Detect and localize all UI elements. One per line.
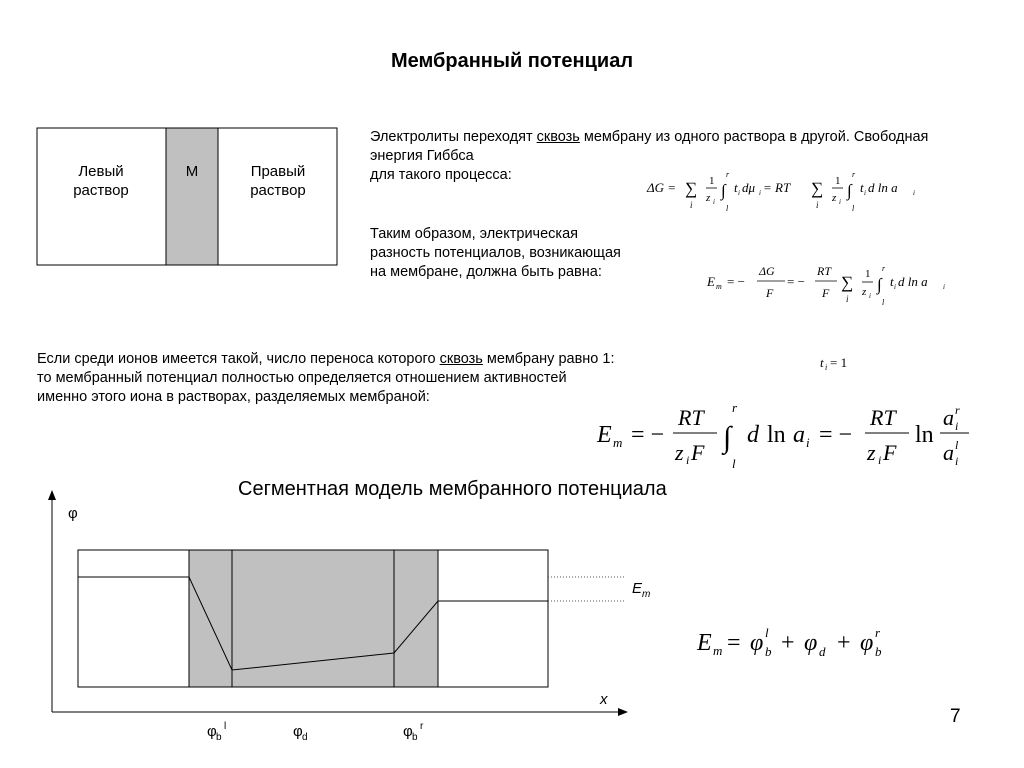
eq-gibbs-int1-lower: l: [726, 204, 729, 213]
eq-em-eq1: = −: [727, 274, 745, 289]
eq-nernst-al: a: [943, 440, 954, 465]
eq-gibbs-frac2-den-sub: i: [839, 198, 841, 206]
eq-nernst-ziF1-sub: i: [686, 453, 690, 467]
eq-em-term-tail: d ln a: [898, 274, 928, 289]
eq-em-sum: ∑: [841, 273, 854, 292]
eq-em-a-sub: i: [943, 283, 945, 291]
intro-line-2: энергия Гиббса: [370, 148, 474, 164]
segment-model-heading: Сегментная модель мембранного потенциала: [238, 478, 667, 500]
eq-nernst-RT2: RT: [870, 405, 896, 430]
eq-nernst-ar: a: [943, 405, 954, 430]
page-title: Мембранный потенциал: [390, 50, 634, 72]
x-axis-label: x: [600, 691, 608, 708]
eq-nernst-eq2: = −: [819, 422, 853, 448]
intro-line-3: для такого процесса:: [370, 167, 512, 183]
condition-text: Если среди ионов имеется такой, число переноса которого: [37, 351, 440, 367]
eq-sum-phi3-sub: b: [875, 644, 882, 659]
condition-line-1: [37, 350, 737, 369]
eq-gibbs-frac2-den: z: [832, 192, 837, 204]
eq-em-frac-den: z: [862, 286, 867, 298]
eq-gibbs-int1-upper: r: [726, 170, 730, 179]
eq-nernst-ln1: ln: [767, 422, 786, 448]
eq-em-sum-idx: i: [846, 294, 849, 304]
eq-ti: t: [820, 355, 824, 370]
phi-d-label: φ: [293, 723, 303, 740]
eq-nernst-ziF2-sub: i: [878, 453, 882, 467]
eq-gibbs-frac2-num: 1: [835, 175, 841, 187]
eq-gibbs-eq: = RT: [763, 180, 791, 195]
eq-em-lhs: E: [707, 274, 715, 289]
condition-underlined: сквозь: [439, 351, 483, 367]
membrane-middle-segment: [166, 128, 218, 265]
eq-gibbs-term1-sub: i: [738, 189, 740, 197]
eq-nernst-a-sub: i: [806, 435, 810, 450]
eq-nernst-RT1: RT: [678, 405, 704, 430]
consequence-line-2: разность потенциалов, возникающая: [370, 245, 621, 261]
eq-gibbs-term2-tail: d ln a: [868, 180, 898, 195]
eq-nernst-a: a: [793, 422, 805, 448]
segment-model-diagram: [0, 480, 700, 760]
intro-text: Электролиты переходят: [370, 129, 537, 145]
eq-nernst-ziF1: z: [675, 440, 684, 465]
eq-nernst-al-sup: l: [955, 438, 959, 452]
intro-text-tail: мембрану из одного раствора в другой. Свободная: [579, 129, 929, 145]
eq-gibbs-frac1-num: 1: [709, 175, 715, 187]
eq-em-frac-den-sub: i: [869, 292, 871, 300]
condition-paragraph: [37, 350, 737, 407]
phi-b-left-label: φ: [207, 723, 217, 740]
eq-em-eq2: = −: [787, 274, 805, 289]
eq-gibbs-term1-tail: dμ: [742, 180, 756, 195]
gibbs-equation: [645, 166, 925, 216]
eq-nernst-F1: F: [691, 440, 705, 465]
eq-sum-plus1: +: [781, 630, 795, 656]
eq-nernst-ar-sup: r: [955, 403, 960, 417]
eq-gibbs-sum1: ∑: [685, 179, 698, 198]
eq-sum-phi2-sub: d: [819, 644, 826, 659]
eq-sum-phi2: φ: [804, 630, 818, 656]
em-label-sub: m: [642, 589, 651, 600]
phi-b-right-sup: r: [420, 721, 424, 732]
eq-em-int-lower: l: [882, 298, 885, 307]
segment-sum-equation: [695, 620, 925, 666]
eq-gibbs-mu-sub: i: [759, 189, 761, 197]
eq-sum-lhs-sub: m: [713, 643, 723, 658]
eq-gibbs-sum2-idx: i: [816, 200, 819, 210]
eq-em-lhs-sub: m: [716, 282, 722, 291]
page-number: 7: [950, 706, 961, 727]
eq-ti-rhs: = 1: [830, 355, 848, 370]
phi-b-right-label: φ: [403, 723, 413, 740]
phi-b-left-sub: b: [216, 732, 222, 743]
eq-sum-phi1: φ: [750, 630, 764, 656]
eq-em-integral: ∫: [877, 275, 882, 294]
eq-nernst-F2: F: [883, 440, 897, 465]
eq-em-dG: ΔG: [759, 264, 775, 278]
eq-nernst-ar-sub: i: [955, 419, 959, 433]
eq-sum-phi1-sub: b: [765, 644, 772, 659]
phi-b-left-sup: l: [224, 721, 227, 732]
eq-nernst-eq1: = −: [631, 422, 665, 448]
eq-ti-sub: i: [825, 363, 828, 372]
em-nernst-equation: [595, 400, 985, 472]
eq-nernst-int-upper: r: [732, 400, 738, 415]
eq-gibbs-a-sub: i: [913, 189, 915, 197]
intro-underlined: сквозь: [536, 129, 580, 145]
eq-gibbs-sum2: ∑: [811, 179, 824, 198]
eq-nernst-d: d: [747, 422, 759, 448]
eq-em-term-sub: i: [894, 283, 896, 291]
eq-sum-lhs: E: [697, 630, 712, 656]
eq-gibbs-frac1-den-sub: i: [713, 198, 715, 206]
eq-gibbs-integral2: ∫: [847, 181, 852, 200]
eq-gibbs-term2-sub: i: [864, 189, 866, 197]
consequence-line-1: Таким образом, электрическая: [370, 226, 578, 242]
x-axis-arrow: [618, 708, 628, 716]
right-solution-label: Правый раствор: [250, 163, 306, 199]
consequence-line-3: на мембране, должна быть равна:: [370, 264, 602, 280]
eq-em-int-upper: r: [882, 264, 886, 273]
eq-em-term: t: [890, 274, 894, 289]
em-general-equation: [705, 258, 955, 310]
intro-line-1: [370, 128, 1020, 147]
eq-nernst-lhs-sub: m: [613, 435, 623, 450]
eq-sum-eq: =: [727, 630, 741, 656]
eq-gibbs-int2-lower: l: [852, 204, 855, 213]
eq-nernst-ln2: ln: [915, 422, 934, 448]
ti-equation: [818, 352, 888, 374]
eq-nernst-ziF2: z: [867, 440, 876, 465]
eq-gibbs-frac1-den: z: [706, 192, 711, 204]
eq-nernst-al-sub: i: [955, 454, 959, 468]
y-axis-arrow: [48, 490, 56, 500]
eq-sum-phi1-sup: l: [765, 625, 769, 640]
left-solution-label: Левый раствор: [73, 163, 129, 199]
eq-nernst-lhs: E: [597, 422, 612, 448]
y-axis-label: φ: [68, 505, 78, 522]
eq-gibbs-term2: t: [860, 180, 864, 195]
em-label: E: [632, 580, 643, 597]
eq-gibbs-int2-upper: r: [852, 170, 856, 179]
consequence-paragraph: [370, 225, 670, 282]
membrane-region: [189, 550, 438, 687]
condition-line-2: то мембранный потенциал полностью определяется отношением активностей: [37, 370, 567, 386]
eq-nernst-integral: ∫: [723, 421, 732, 454]
eq-nernst-int-lower: l: [732, 456, 736, 471]
eq-em-F2: F: [822, 286, 830, 300]
eq-sum-phi3: φ: [860, 630, 874, 656]
eq-em-RT: RT: [817, 264, 832, 278]
eq-sum-plus2: +: [837, 630, 851, 656]
eq-gibbs-term1: t: [734, 180, 738, 195]
membrane-label: М: [185, 163, 199, 180]
eq-sum-phi3-sup: r: [875, 625, 881, 640]
phi-d-sub: d: [302, 732, 308, 743]
condition-line-3: именно этого иона в растворах, разделяемых мембраной:: [37, 389, 430, 405]
eq-gibbs-sum1-idx: i: [690, 200, 693, 210]
eq-gibbs-lhs: ΔG =: [647, 180, 677, 195]
eq-em-frac-num: 1: [865, 268, 871, 280]
condition-text-tail: мембрану равно 1:: [482, 351, 615, 367]
eq-gibbs-integral1: ∫: [721, 181, 726, 200]
phi-b-right-sub: b: [412, 732, 418, 743]
eq-em-F1: F: [766, 286, 774, 300]
